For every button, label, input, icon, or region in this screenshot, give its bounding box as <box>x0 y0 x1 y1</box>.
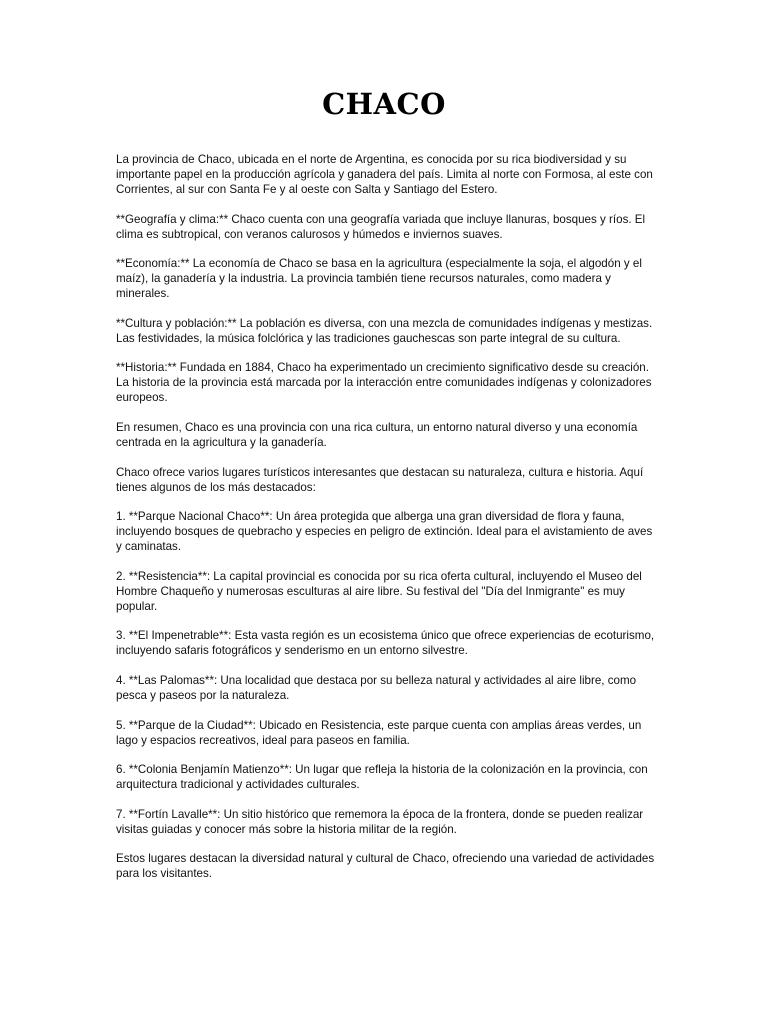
paragraph-conclusion: Estos lugares destacan la diversidad natural y cultural de Chaco, ofreciendo una variedad de actividades para los visitantes. <box>116 852 655 881</box>
list-item-impenetrable: 3. **El Impenetrable**: Esta vasta región es un ecosistema único que ofrece experiencias de ecoturismo, incluyendo safaris fotográficos y senderismo en un entorno silvestre. <box>116 629 655 658</box>
list-item-las-palomas: 4. **Las Palomas**: Una localidad que destaca por su belleza natural y actividades al aire libre, como pesca y paseos por la naturaleza. <box>116 673 637 702</box>
paragraph-resumen: En resumen, Chaco es una provincia con una rica cultura, un entorno natural diverso y una economía centrada en la agricultura y la ganadería. <box>116 420 638 449</box>
paragraph-intro: La provincia de Chaco, ubicada en el norte de Argentina, es conocida por su rica biodiversidad y su importante papel en la producción agrícola y ganadera del país. Limita al norte con Formosa, al este con Corrientes, al sur con Santa Fe y al oeste con Salta y Santiago del Estero. <box>116 153 653 196</box>
paragraph-turismo-intro: Chaco ofrece varios lugares turísticos interesantes que destacan su naturaleza, cultura e historia. Aquí tienes algunos de los más destacados: <box>116 465 644 494</box>
paragraph-geografia: **Geografía y clima:** Chaco cuenta con una geografía variada que incluye llanuras, bosques y ríos. El clima es subtropical, con veranos calurosos y húmedos e inviernos suaves. <box>116 212 646 241</box>
paragraph-historia: **Historia:** Fundada en 1884, Chaco ha experimentado un crecimiento significativo desde su creación. La historia de la provincia está marcada por la interacción entre comunidades indígenas y colonizadores europeos. <box>116 361 652 405</box>
document-title: CHACO <box>322 87 446 121</box>
list-item-resistencia: 2. **Resistencia**: La capital provincial es conocida por su rica oferta cultural, incluyendo el Museo del Hombre Chaqueño y numerosas esculturas al aire libre. Su festival del "Día del Inmigrante" es muy popular. <box>116 569 642 613</box>
document-body <box>116 152 656 896</box>
list-item-fortin-lavalle: 7. **Fortín Lavalle**: Un sitio histórico que rememora la época de la frontera, donde se pueden realizar visitas guiadas y conocer más sobre la historia militar de la región. <box>116 807 644 836</box>
list-item-colonia-matienzo: 6. **Colonia Benjamín Matienzo**: Un lugar que refleja la historia de la colonización en la provincia, con arquitectura tradicional y actividades culturales. <box>116 763 648 792</box>
paragraph-economia: **Economía:** La economía de Chaco se basa en la agricultura (especialmente la soja, el algodón y el maíz), la ganadería y la industria. La provincia también tiene recursos naturales, como madera y minerales. <box>116 257 642 301</box>
list-item-parque-nacional: 1. **Parque Nacional Chaco**: Un área protegida que alberga una gran diversidad de flora y fauna, incluyendo bosques de quebracho y especies en peligro de extinción. Ideal para el avistamiento de aves y caminatas. <box>116 510 653 554</box>
list-item-parque-ciudad: 5. **Parque de la Ciudad**: Ubicado en Resistencia, este parque cuenta con amplias áreas verdes, un lago y espacios recreativos, ideal para paseos en familia. <box>116 718 642 747</box>
paragraph-cultura: **Cultura y población:** La población es diversa, con una mezcla de comunidades indígenas y mestizas. Las festividades, la música folclórica y las tradiciones gauchescas son parte integral de su cultura. <box>116 316 653 345</box>
